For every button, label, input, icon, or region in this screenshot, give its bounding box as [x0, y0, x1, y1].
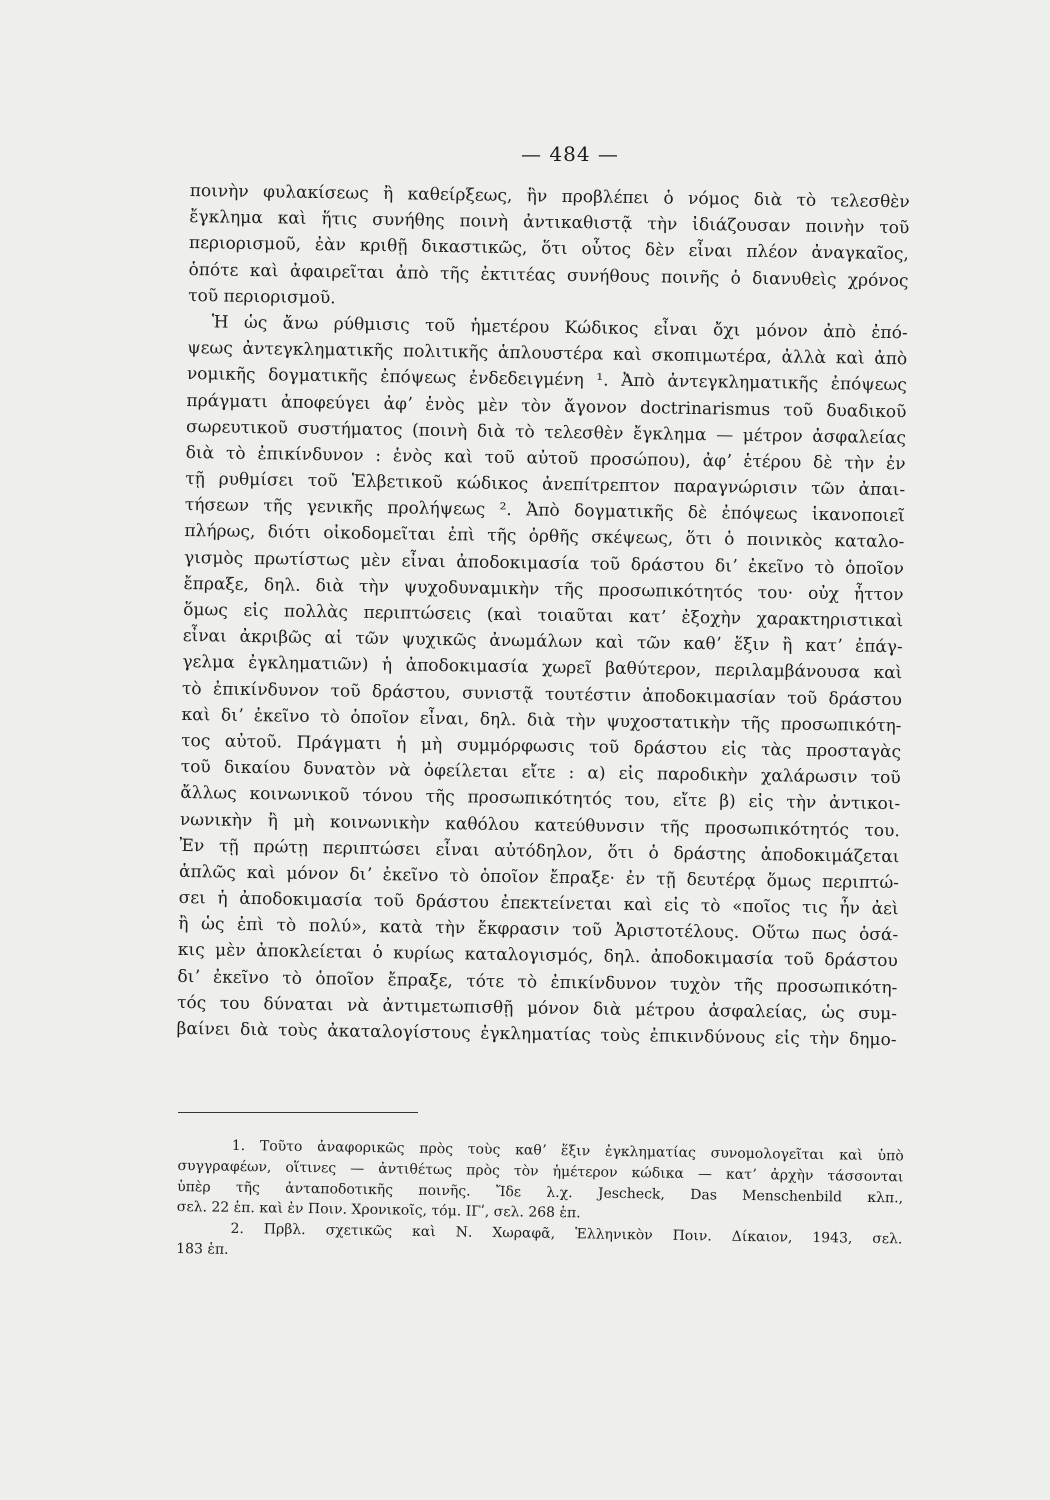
footnote-line: 1. Τοῦτο ἀναφορικῶς πρὸς τοὺς καθʼ ἕξιν ἐγκληματίας συνομολογεῖται καὶ ὑπὸ [231, 1137, 904, 1165]
text-line: καὶ διʼ ἐκεῖνο τὸ ὁποῖον εἶναι, δηλ. διὰ τὴν ψυχοστατικὴν τῆς προσωπικότη- [181, 704, 902, 736]
text-line: ψεως ἀντεγκληματικῆς πολιτικῆς ἁπλουστέρα καὶ σκοπιμωτέρα, ἀλλὰ καὶ ἀπὸ [187, 338, 908, 370]
text-line: περιορισμοῦ, ἐὰν κριθῇ δικαστικῶς, ὅτι οὗτος δὲν εἶναι πλέον ἀναγκαῖος, [188, 233, 910, 265]
page-number: — 484 — [521, 142, 619, 166]
footnote-divider [178, 1112, 418, 1113]
text-line: γελμα ἐγκληματιῶν) ἡ ἀποδοκιμασία χωρεῖ βαθύτερον, περιλαμβάνουσα καὶ [182, 652, 903, 684]
text-line: ὁπότε καὶ ἀφαιρεῖται ἀπὸ τῆς ἐκτιτέας συνήθους ποινῆς ὁ διανυθεὶς χρόνος [188, 259, 909, 291]
footnote-line: σελ. 22 ἑπ. καὶ ἐν Ποιν. Χρονικοῖς, τόμ. ΙΓʹ, σελ. 268 ἑπ. [176, 1199, 581, 1222]
text-line: τοῦ περιορισμοῦ. [187, 285, 336, 309]
text-line: εἶναι ἀκριβῶς αἱ τῶν ψυχικῶς ἀνωμάλων καὶ τῶν καθʼ ἕξιν ἢ κατʼ ἐπάγ- [182, 626, 903, 658]
text-line: σει ἡ ἀποδοκιμασία τοῦ δράστου ἐπεκτείνεται καὶ εἰς τὸ «ποῖος τις ἦν ἀεὶ [178, 887, 899, 920]
text-line: γισμὸς πρωτίστως μὲν εἶναι ἀποδοκιμασία τοῦ δράστου διʼ ἐκεῖνο τὸ ὁποῖον [183, 547, 905, 579]
text-line: βαίνει διὰ τοὺς ἀκαταλογίστους ἐγκληματίας τοὺς ἐπικινδύνους εἰς τὴν δημο- [176, 1018, 897, 1051]
footnote-line: 2. Πρβλ. σχετικῶς καὶ Ν. Χωραφᾶ, Ἑλληνικὸν Ποιν. Δίκαιον, 1943, σελ. [230, 1221, 903, 1248]
text-line: κις μὲν ἀποκλείεται ὁ κυρίως καταλογισμός, δηλ. ἀποδοκιμασία τοῦ δράστου [177, 940, 898, 972]
text-line: ἁπλῶς καὶ μόνον διʼ ἐκεῖνο τὸ ὁποῖον ἔπραξε· ἐν τῇ δευτέρᾳ ὅμως περιπτώ- [178, 861, 900, 894]
footnote-line: ὑπὲρ τῆς ἀνταποδοτικῆς ποινῆς. Ἴδε λ.χ. Jescheck, Das Menschenbild κλπ., [177, 1178, 904, 1206]
text-line: τῇ ρυθμίσει τοῦ Ἑλβετικοῦ κώδικος ἀνεπίτρεπτον παραγνώρισιν τῶν ἀπαι- [185, 469, 906, 501]
footnote-line: συγγραφέων, οἵτινες — ἀντιθέτως πρὸς τὸν ἡμέτερον κώδικα — κατʼ ἀρχὴν τάσσονται [177, 1157, 904, 1186]
footnote-line: 183 ἑπ. [176, 1240, 229, 1258]
text-line: Ἡ ὡς ἄνω ρύθμισις τοῦ ἡμετέρου Κώδικος εἶναι ὄχι μόνον ἀπὸ ἐπό- [211, 312, 908, 344]
text-line: ἔπραξε, δηλ. διὰ τὴν ψυχοδυναμικὴν τῆς προσωπικότητός του· οὐχ ἧττον [183, 573, 904, 606]
body-text [176, 178, 909, 1053]
text-line: ποινὴν φυλακίσεως ἢ καθείρξεως, ἣν προβλέπει ὁ νόμος διὰ τὸ τελεσθὲν [189, 180, 910, 213]
text-line: τός του δύναται νὰ ἀντιμετωπισθῇ μόνον διὰ μέτρου ἀσφαλείας, ὡς συμ- [176, 992, 898, 1025]
text-line: τήσεων τῆς γενικῆς προλήψεως ². Ἀπὸ δογματικῆς δὲ ἐπόψεως ἱκανοποιεῖ [184, 495, 905, 527]
text-line: τοῦ δικαίου δυνατὸν νὰ ὀφείλεται εἴτε : α) εἰς παροδικὴν χαλάρωσιν τοῦ [180, 757, 901, 789]
text-line: ἔγκλημα καὶ ἥτις συνήθης ποινὴ ἀντικαθιστᾷ τὴν ἰδιάζουσαν ποινὴν τοῦ [189, 207, 910, 239]
footnotes [176, 1135, 904, 1271]
text-line: τος αὐτοῦ. Πράγματι ἡ μὴ συμμόρφωσις τοῦ δράστου εἰς τὰς προσταγὰς [181, 730, 902, 763]
text-line: ὅμως εἰς πολλὰς περιπτώσεις (καὶ τοιαῦται κατʼ ἐξοχὴν χαρακτηριστικαὶ [183, 599, 904, 632]
text-line: πλήρως, διότι οἰκοδομεῖται ἐπὶ τῆς ὀρθῆς σκέψεως, ὅτι ὁ ποινικὸς καταλο- [184, 521, 905, 553]
text-line: νωνικὴν ἢ μὴ κοινωνικὴν καθόλου κατεύθυνσιν τῆς προσωπικότητός του. [179, 809, 900, 841]
text-line: ἢ ὡς ἐπὶ τὸ πολύ», κατὰ τὴν ἔκφρασιν τοῦ Ἀριστοτέλους. Οὕτω πως ὁσά- [178, 914, 899, 946]
text-line: τὸ ἐπικίνδυνον τοῦ δράστου, συνιστᾷ τουτέστιν ἀποδοκιμασίαν τοῦ δράστου [181, 678, 903, 710]
text-line: διʼ ἐκεῖνο τὸ ὁποῖον ἔπραξε, τότε τὸ ἐπικίνδυνον τυχὸν τῆς προσωπικότη- [177, 966, 898, 998]
text-line: Ἐν τῇ πρώτῃ περιπτώσει εἶναι αὐτόδηλον, ὅτι ὁ δράστης ἀποδοκιμάζεται [179, 835, 900, 867]
text-line: σωρευτικοῦ συστήματος (ποινὴ διὰ τὸ τελεσθὲν ἔγκλημα — μέτρον ἀσφαλείας [185, 416, 907, 448]
text-line: πράγματι ἀποφεύγει ἀφʼ ἑνὸς μὲν τὸν ἄγονον doctrinarismus τοῦ δυαδικοῦ [186, 390, 907, 422]
text-line: ἄλλως κοινωνικοῦ τόνου τῆς προσωπικότητός του, εἴτε β) εἰς τὴν ἀντικοι- [180, 783, 901, 815]
text-line: νομικῆς δογματικῆς ἐπόψεως ἐνδεδειγμένη ¹. Ἀπὸ ἀντεγκληματικῆς ἐπόψεως [186, 364, 907, 396]
text-line: διὰ τὸ ἐπικίνδυνον : ἑνὸς καὶ τοῦ αὐτοῦ προσώπου), ἀφʼ ἑτέρου δὲ τὴν ἐν [185, 442, 906, 475]
